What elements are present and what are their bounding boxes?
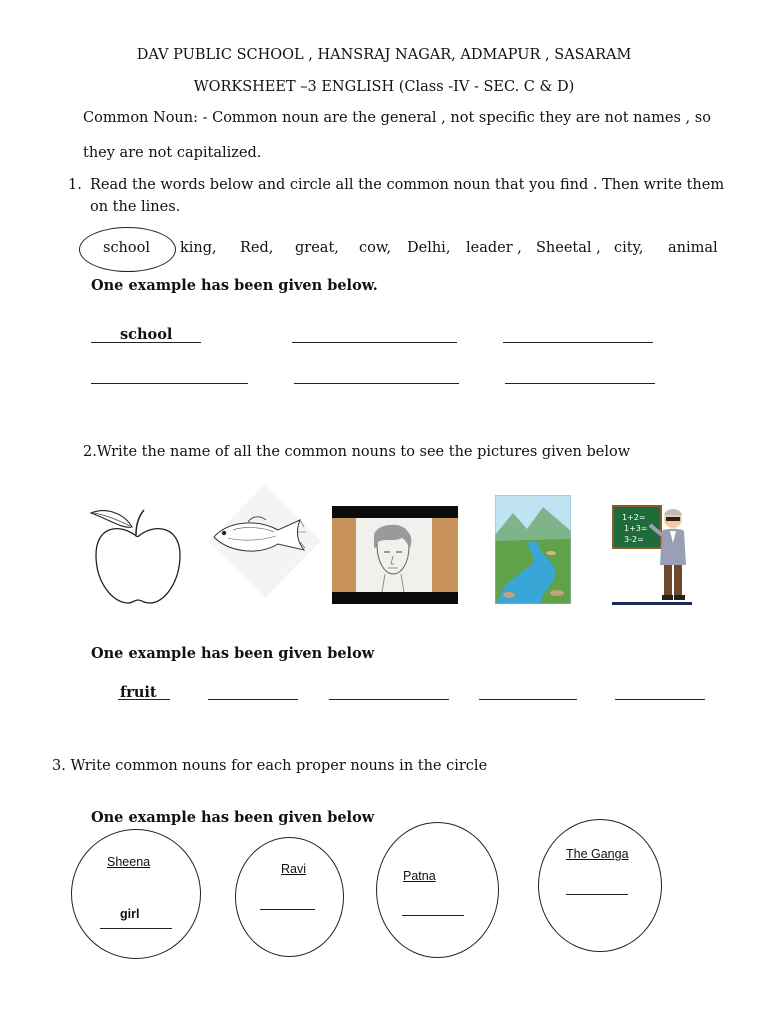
q2-example-answer: fruit: [120, 684, 157, 701]
word-school: school: [103, 240, 150, 256]
proper-noun-sheena: Sheena: [107, 855, 151, 869]
worksheet-title: WORKSHEET –3 ENGLISH (Class -IV - SEC. C & D): [193, 79, 575, 95]
word-cow: cow,: [359, 240, 392, 256]
q1-answer-line-5[interactable]: [294, 383, 459, 384]
apple-picture: [88, 505, 183, 607]
common-noun-answer-girl: girl: [120, 907, 140, 921]
q1-text-line-2: on the lines.: [90, 199, 181, 215]
q2-answer-line-4[interactable]: [479, 699, 577, 700]
q1-number: 1.: [68, 177, 82, 193]
q3-example-label: One example has been given below: [91, 809, 375, 826]
word-sheetal: Sheetal ,: [536, 240, 601, 256]
proper-noun-the-ganga: The Ganga: [566, 847, 629, 861]
q1-answer-line-6[interactable]: [505, 383, 655, 384]
definition-line-2: they are not capitalized.: [83, 145, 262, 161]
fish-picture: [208, 482, 323, 600]
definition-line-1: Common Noun: - Common noun are the general , not specific they are not names , so: [83, 110, 711, 126]
boy-sketch-picture: [332, 506, 458, 604]
board-text-3: 3-2=: [624, 535, 644, 544]
word-animal: animal: [668, 240, 718, 256]
q1-answer-line-4[interactable]: [91, 383, 248, 384]
board-text-2: 1+3=: [624, 524, 648, 533]
word-delhi: Delhi,: [407, 240, 451, 256]
word-leader: leader ,: [466, 240, 522, 256]
river-picture: [495, 495, 571, 604]
q3-text: 3. Write common nouns for each proper nouns in the circle: [52, 758, 488, 774]
proper-noun-circle-patna: [376, 822, 499, 958]
q2-answer-line-2[interactable]: [208, 699, 298, 700]
proper-noun-patna: Patna: [403, 869, 436, 883]
word-red: Red,: [240, 240, 274, 256]
answer-line-ravi[interactable]: [260, 909, 315, 910]
proper-noun-circle-sheena: [71, 829, 201, 959]
proper-noun-ravi: Ravi: [281, 862, 307, 876]
q1-answer-line-1[interactable]: [91, 342, 201, 343]
q1-answer-line-2[interactable]: [292, 342, 457, 343]
answer-line-sheena[interactable]: [100, 928, 172, 929]
q2-example-label: One example has been given below: [91, 645, 375, 662]
q2-text: 2.Write the name of all the common nouns to see the pictures given below: [83, 444, 631, 460]
q2-answer-line-5[interactable]: [615, 699, 705, 700]
answer-line-patna[interactable]: [402, 915, 464, 916]
proper-noun-circle-the-ganga: [538, 819, 662, 952]
board-text-1: 1+2=: [622, 513, 646, 522]
word-king: king,: [180, 240, 217, 256]
q2-answer-line-3[interactable]: [329, 699, 449, 700]
q2-answer-line-1[interactable]: [118, 699, 170, 700]
q1-example-label: One example has been given below.: [91, 277, 378, 294]
word-great: great,: [295, 240, 339, 256]
school-title: DAV PUBLIC SCHOOL , HANSRAJ NAGAR, ADMAPUR , SASARAM: [136, 47, 632, 63]
q1-example-answer: school: [120, 326, 173, 343]
word-city: city,: [614, 240, 644, 256]
q1-text-line-1: Read the words below and circle all the common noun that you find . Then write them: [90, 177, 725, 193]
answer-line-the-ganga[interactable]: [566, 894, 628, 895]
teacher-picture: [612, 503, 692, 605]
proper-noun-circle-ravi: [235, 837, 344, 957]
q1-answer-line-3[interactable]: [503, 342, 653, 343]
